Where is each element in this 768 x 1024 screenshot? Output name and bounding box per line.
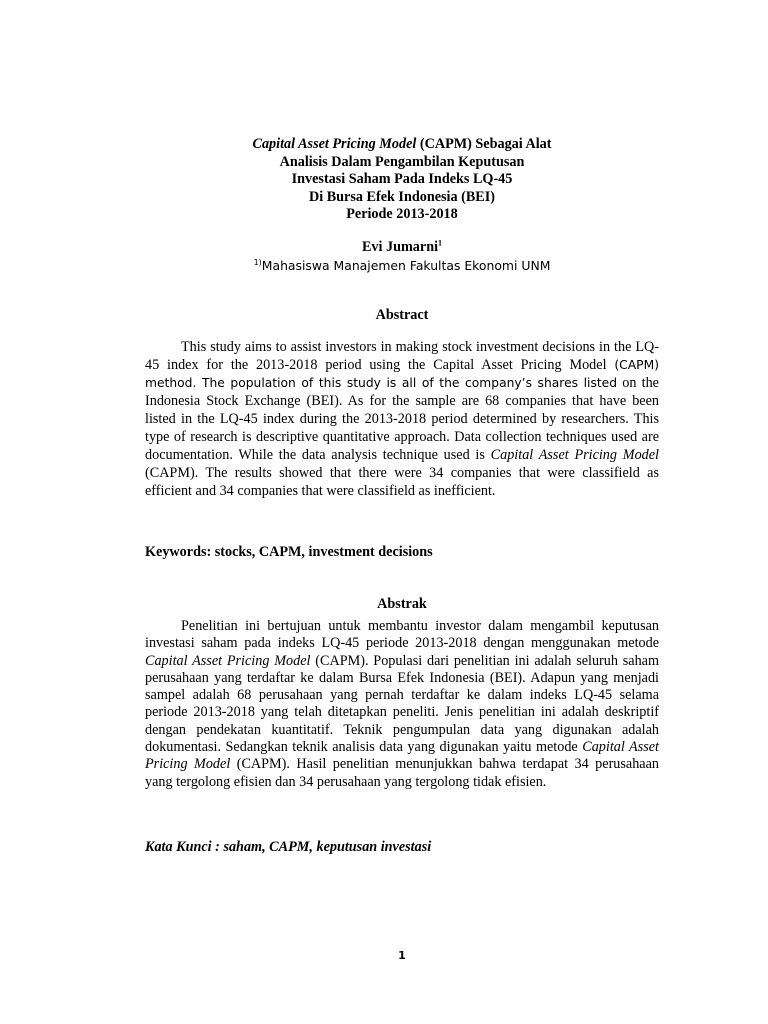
title-line-5: Periode 2013-2018 — [346, 206, 458, 222]
abstrak-text-part-3: (CAPM). Populasi dari penelitian ini adalah seluruh saham perusahaan yang terdaftar ke dalam Bursa Efek Indonesia (BEI). Adapun yang menjadi sampel adalah 68 perusahaan yang pernah terdaftar ke dalam indeks LQ-45 selama periode 2013-2018 yang telah ditetapkan peneliti. Jenis penelitian ini adalah deskriptif dengan pendekatan kuantitatif. Teknik pengumpulan data yang digunakan adalah dokumentasi. Sedangkan teknik analisis data yang digunakan yaitu metode — [145, 652, 660, 756]
abstract-text-part-2: (CAPM) method. The population of this study is all of the company’s shares listed — [145, 358, 659, 391]
affiliation-text: Mahasiswa Manajemen Fakultas Ekonomi UNM — [261, 258, 551, 273]
title-italic-part: Capital Asset Pricing Model — [252, 136, 417, 152]
page-number: 1 — [398, 949, 406, 962]
author-name-text: Evi Jumarni — [361, 239, 439, 255]
abstrak-text-part-1: Penelitian ini bertujuan untuk membantu investor dalam mengambil keputusan investasi saham pada indeks LQ-45 periode 2013-2018 dengan menggunakan metode — [145, 618, 659, 652]
title-line-3: Investasi Saham Pada Indeks LQ-45 — [291, 171, 513, 187]
abstrak-text-part-5: (CAPM). Hasil penelitian menunjukkan bahwa terdapat 34 perusahaan yang tergolong efisien dan 34 perusahaan yang tergolong tidak efisien. — [145, 756, 659, 790]
abstract-text-part-5: (CAPM). The results showed that there were 34 companies that were classifield as efficient and 34 companies that were classifield as inefficient. — [145, 465, 659, 500]
abstrak-body — [145, 618, 659, 791]
abstract-heading: Abstract — [375, 307, 429, 323]
keywords: Keywords: stocks, CAPM, investment decisions — [145, 544, 433, 560]
title-line-4: Di Bursa Efek Indonesia (BEI) — [308, 188, 496, 205]
affiliation-mark: 1) — [253, 257, 262, 267]
author-affiliation — [145, 257, 659, 275]
abstract-text-part-3: on the Indonesia Stock Exchange (BEI). As for the sample are 68 companies that have been listed in the LQ-45 index during the 2013-2018 period determined by researchers. This type of research is descriptive quantitative approach. Data collection techniques used are documentation. While the data analysis technique used is — [145, 375, 659, 464]
abstrak-italic-term-2: Capital Asset Pricing Model — [145, 739, 659, 773]
author-name — [145, 238, 659, 256]
abstrak-heading: Abstrak — [377, 596, 427, 612]
abstract-text-part-1: This study aims to assist investors in making stock investment decisions in the LQ-45 index for the 2013-2018 period using the Capital Asset Pricing Model — [145, 339, 659, 374]
abstract-italic-term: Capital Asset Pricing Model — [490, 447, 660, 464]
author-mark: 1 — [438, 238, 443, 248]
kata-kunci: Kata Kunci : saham, CAPM, keputusan investasi — [145, 839, 432, 855]
paper-title — [145, 136, 659, 224]
abstrak-italic-term-1: Capital Asset Pricing Model — [145, 652, 311, 669]
title-line-1 — [145, 136, 659, 154]
abstract-body — [145, 338, 659, 500]
title-rest-part: (CAPM) Sebagai Alat — [416, 136, 552, 152]
title-line-2: Analisis Dalam Pengambilan Keputusan — [279, 153, 525, 170]
